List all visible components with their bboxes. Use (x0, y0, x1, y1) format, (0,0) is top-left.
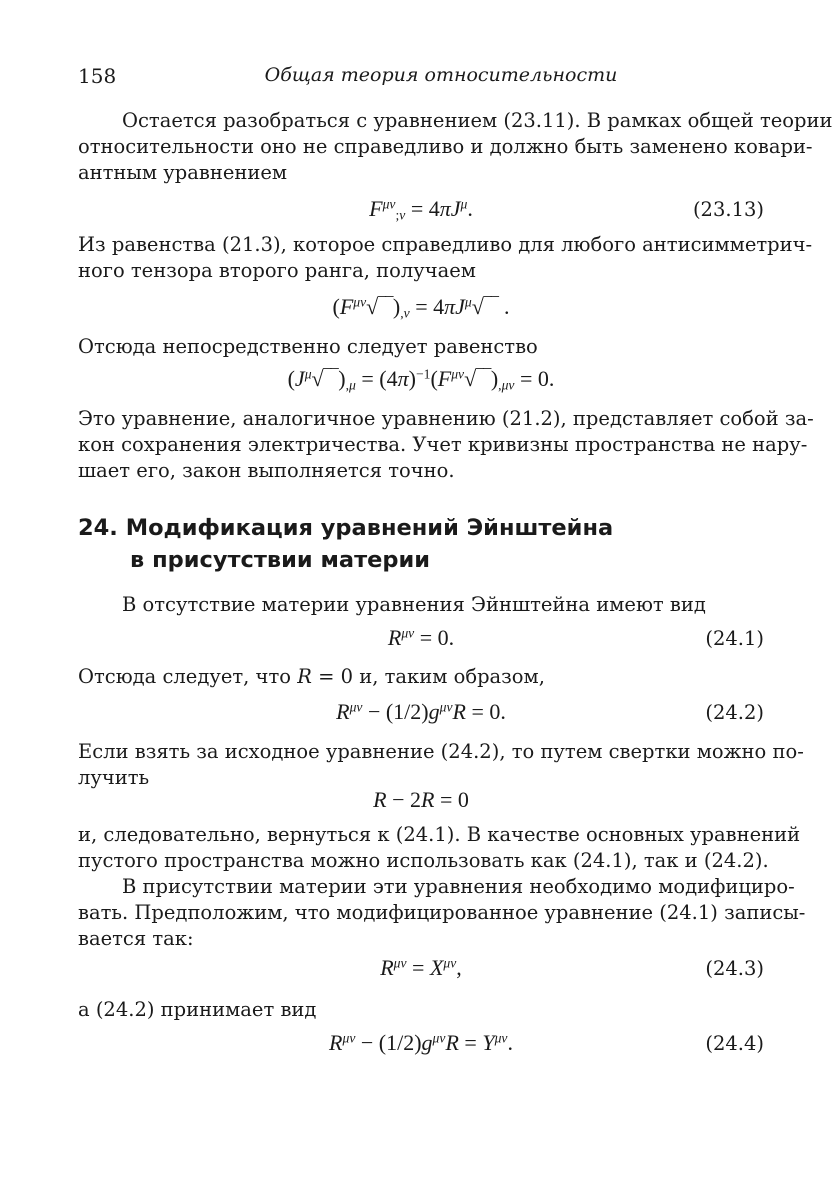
text-fragment: Отсюда следует, что (78, 665, 298, 688)
text-line: Остается разобраться с уравнением (23.11). В рамках общей теории (122, 109, 833, 132)
equation-contraction (78, 787, 764, 817)
equation-body: R − 2R = 0 (373, 787, 469, 812)
equation-24-4 (78, 1030, 764, 1060)
equation-body: $(F^{\mu\nu}√‾‾)_{,\nu}$ = $4\pi J^\mu√‾‾$ . (332, 294, 510, 321)
paragraph-10 (78, 997, 764, 1023)
paragraph-5 (78, 592, 764, 618)
text-line: вать. Предположим, что модифицированное уравнение (24.1) записы- (78, 901, 806, 924)
text-line: пустого пространства можно использовать как (24.1), так и (24.2). (78, 849, 769, 872)
text-line: вается так: (78, 927, 194, 950)
paragraph-7 (78, 739, 804, 791)
page-header (78, 64, 764, 94)
paragraph-2 (78, 232, 813, 284)
section-title-line2: в присутствии материи (130, 547, 431, 573)
section-number: 24. (78, 515, 118, 541)
text-line: а (24.2) принимает вид (78, 998, 317, 1021)
equation-24-2 (78, 699, 764, 729)
text-line: относительности оно не справедливо и должно быть заменено ковари- (78, 135, 813, 158)
equation-23-13 (78, 196, 764, 226)
text-line: и, следовательно, вернуться к (24.1). В качестве основных уравнений (78, 823, 801, 846)
text-line: Это уравнение, аналогичное уравнению (21.2), представляет собой за- (78, 407, 814, 430)
paragraph-9 (78, 874, 806, 952)
equation-body: $R^{\mu\nu} - (1/2)g^{\mu\nu}R = Y^{\mu\nu}$. (329, 1030, 513, 1055)
paragraph-3 (78, 334, 764, 360)
equation-number: (23.13) (692, 198, 764, 221)
equation-divergence (78, 294, 764, 324)
equation-number: (24.1) (705, 627, 764, 650)
paragraph-8 (78, 822, 801, 874)
equation-body: $R^{\mu\nu} - (1/2)g^{\mu\nu}R = 0$. (336, 699, 506, 724)
paragraph-6 (78, 664, 764, 690)
equation-number: (24.2) (705, 701, 764, 724)
equation-body: $R^{\mu\nu} = X^{\mu\nu}$, (380, 955, 462, 980)
text-line: ного тензора второго ранга, получаем (78, 259, 476, 282)
text-line: Отсюда непосредственно следует равенство (78, 335, 538, 358)
page-number: 158 (78, 64, 117, 88)
running-title: Общая теория относительности (264, 64, 618, 86)
text-line: Из равенства (21.3), которое справедливо для любого антисимметрич- (78, 233, 813, 256)
text-line: В отсутствие материи уравнения Эйнштейна имеют вид (122, 593, 706, 616)
equation-24-1 (78, 625, 764, 655)
text-line: антным уравнением (78, 161, 288, 184)
section-title-line1: Модификация уравнений Эйнштейна (125, 515, 614, 541)
equation-number: (24.3) (705, 957, 764, 980)
text-line: кон сохранения электричества. Учет кривизны пространства не нару- (78, 433, 808, 456)
equation-24-3 (78, 955, 764, 985)
text-line: Если взять за исходное уравнение (24.2), то путем свертки можно по- (78, 740, 804, 763)
equation-body: $F^{\mu\nu}_{;\nu} = 4\pi J^\mu$. (369, 196, 473, 223)
equation-body: $R^{\mu\nu} = 0$. (387, 625, 455, 650)
equation-body: $(J^\mu√‾‾)_{,\mu}$ = $(4\pi)^{-1}(F^{\mu\nu}√‾‾)_{,\mu\nu} = 0$. (287, 366, 555, 393)
equation-number: (24.4) (705, 1032, 764, 1055)
paragraph-1 (78, 108, 833, 186)
paragraph-4 (78, 406, 814, 484)
text-line: В присутствии материи эти уравнения необходимо модифициро- (122, 875, 795, 898)
text-line: шает его, закон выполняется точно. (78, 459, 455, 482)
text-line: лучить (78, 766, 150, 789)
equation-conservation (78, 366, 764, 396)
text-fragment: и, таким образом, (353, 665, 545, 688)
text-line: Отсюда следует, что R = 0 и, таким образом, (78, 665, 545, 688)
section-heading (78, 512, 764, 576)
